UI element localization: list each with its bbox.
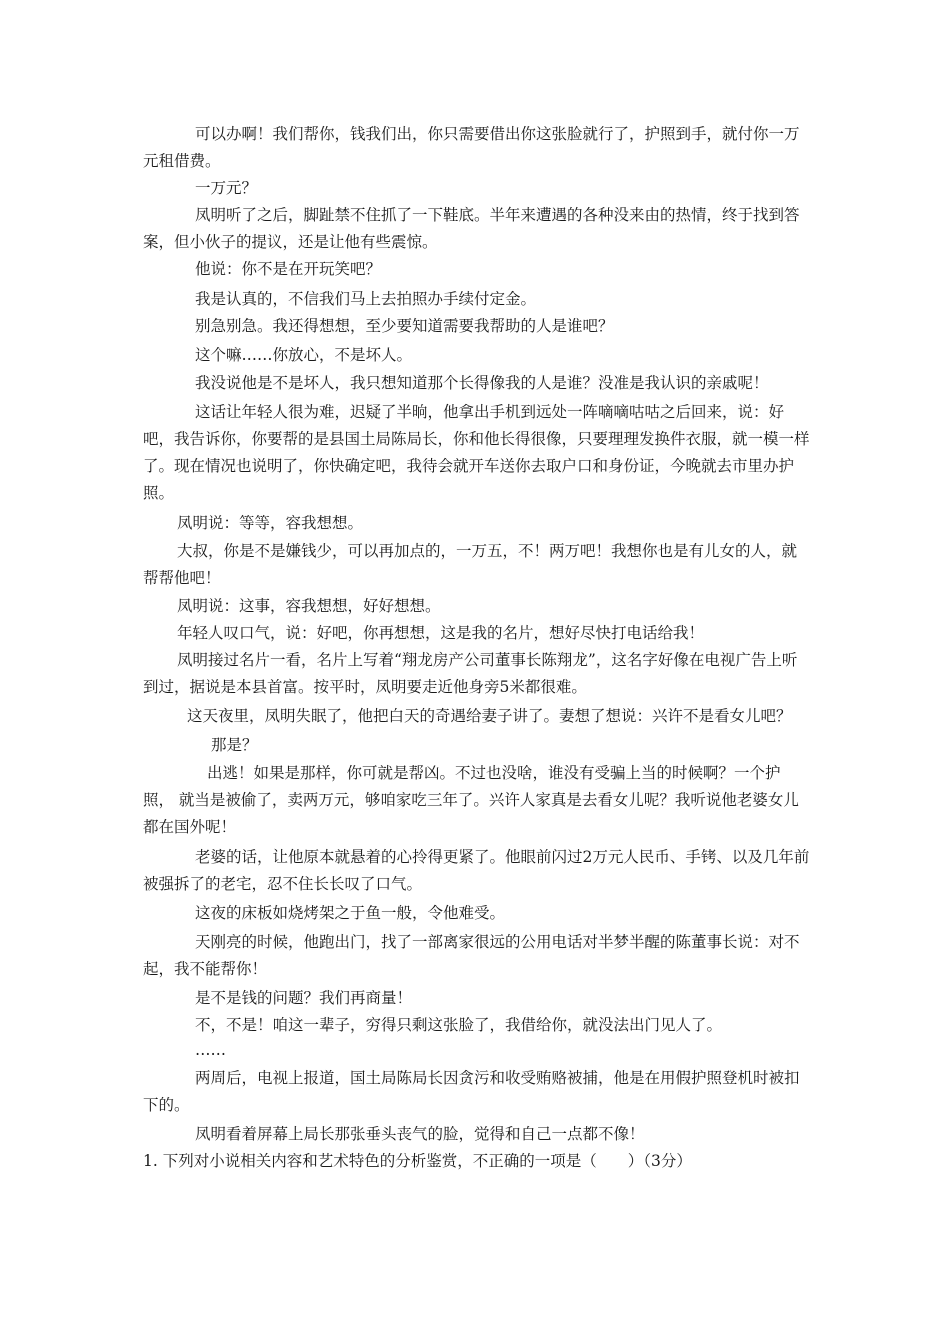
paragraph: 我没说他是不是坏人，我只想知道那个长得像我的人是谁？没准是我认识的亲戚呢！ xyxy=(195,374,769,392)
paragraph: 凤明看着屏幕上局长那张垂头丧气的脸，觉得和自己一点都不像！ xyxy=(195,1125,645,1143)
paragraph: 凤明接过名片一看，名片上写着“翔龙房产公司董事长陈翔龙”，这名字好像在电视广告上听到过，据说是本县首富。按平时，凤明要走近他身旁5米都很难。 xyxy=(143,651,798,696)
paragraph: 不，不是！咱这一辈子，穷得只剩这张脸了，我借给你，就没法出门见人了。 xyxy=(195,1016,723,1034)
paragraph: 一万元？ xyxy=(195,179,258,197)
paragraph: 那是？ xyxy=(211,736,258,754)
paragraph: 年轻人叹口气，说：好吧，你再想想，这是我的名片，想好尽快打电话给我！ xyxy=(177,624,705,642)
paragraph: 凤明听了之后，脚趾禁不住抓了一下鞋底。半年来遭遇的各种没来由的热情，终于找到答案，但小伙子的提议，还是让他有些震惊。 xyxy=(143,206,800,251)
paragraph: 这夜的床板如烧烤架之于鱼一般，令他难受。 xyxy=(195,904,506,922)
question-item: 1. 下列对小说相关内容和艺术特色的分析鉴赏，不正确的一项是（ ）（3分） xyxy=(143,1152,692,1170)
paragraph: 可以办啊！我们帮你，钱我们出，你只需要借出你这张脸就行了，护照到手，就付你一万元租借费。 xyxy=(143,125,800,170)
paragraph: 凤明说：这事，容我想想，好好想想。 xyxy=(177,597,441,615)
paragraph: 凤明说：等等，容我想想。 xyxy=(177,514,364,532)
paragraph: 他说：你不是在开玩笑吧？ xyxy=(195,260,382,278)
paragraph: 这天夜里，凤明失眠了，他把白天的奇遇给妻子讲了。妻想了想说：兴许不是看女儿吧？ xyxy=(187,707,792,725)
paragraph: 是不是钱的问题？我们再商量！ xyxy=(195,989,413,1007)
paragraph: 这个嘛……你放心，不是坏人。 xyxy=(195,346,413,364)
paragraph: 别急别急。我还得想想，至少要知道需要我帮助的人是谁吧？ xyxy=(195,317,614,335)
paragraph: 大叔，你是不是嫌钱少，可以再加点的，一万五，不！两万吧！我想你也是有儿女的人，就帮帮他吧！ xyxy=(143,542,798,587)
paragraph: 两周后，电视上报道，国土局陈局长因贪污和收受贿赂被捕，他是在用假护照登机时被扣下的。 xyxy=(143,1069,800,1114)
paragraph: 出逃！如果是那样，你可就是帮凶。不过也没啥，谁没有受骗上当的时候啊？一个护照， 就当是被偷了，卖两万元，够咱家吃三年了。兴许人家真是去看女儿呢？我听说他老婆女儿都在国外呢！ xyxy=(143,764,799,836)
paragraph: 天刚亮的时候，他跑出门，找了一部离家很远的公用电话对半梦半醒的陈董事长说：对不起，我不能帮你！ xyxy=(143,933,800,978)
paragraph: 这话让年轻人很为难，迟疑了半晌，他拿出手机到远处一阵嘀嘀咕咕之后回来，说：好吧，我告诉你，你要帮的是县国土局陈局长，你和他长得很像，只要理理发换件衣服，就一模一样了。现在情况也说明了，你快确定吧，我待会就开车送你去取户口和身份证，今晚就去市里办护照。 xyxy=(143,403,810,502)
paragraph: 我是认真的，不信我们马上去拍照办手续付定金。 xyxy=(195,290,537,308)
ellipsis-separator: …… xyxy=(195,1041,226,1059)
paragraph: 老婆的话，让他原本就悬着的心拎得更紧了。他眼前闪过2万元人民币、手铐、以及几年前被强拆了的老宅，忍不住长长叹了口气。 xyxy=(143,848,810,893)
